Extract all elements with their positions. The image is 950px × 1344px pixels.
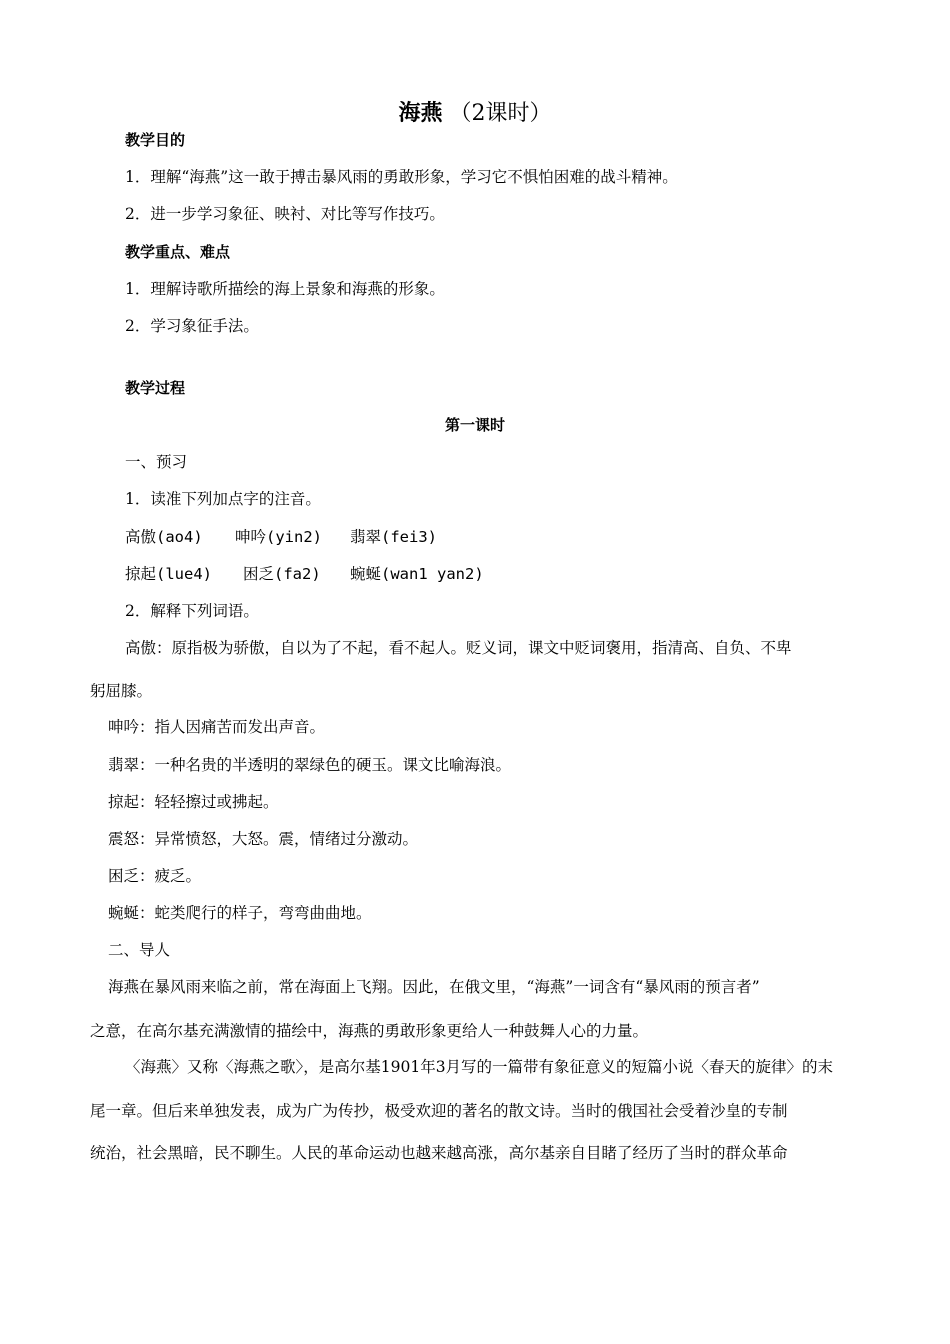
teaching-goals-heading: 教学目的 — [125, 131, 186, 149]
process-heading: 教学过程 — [125, 379, 186, 397]
key-points-heading: 教学重点、难点 — [125, 243, 231, 261]
intro-heading: 二、导人 — [108, 941, 171, 959]
preview-heading: 一、预习 — [125, 453, 188, 471]
definition-line: 困乏：疲乏。 — [108, 867, 202, 885]
title-main: 海燕 — [398, 101, 443, 126]
definition-line: 掠起：轻轻擦过或拂起。 — [108, 793, 279, 811]
title-sub: （2课时） — [449, 101, 552, 126]
intro-paragraph-line: 〈海燕〉又称〈海燕之歌〉，是高尔基1901年3月写的一篇带有象征意义的短篇小说〈春天的旋律〉的末 — [125, 1058, 834, 1076]
definition-line: 震怒：异常愤怒，大怒。震，情绪过分激动。 — [108, 830, 419, 848]
definition-line: 呻吟：指人因痛苦而发出声音。 — [108, 718, 326, 736]
pinyin-item: 困乏(fa2) — [243, 565, 321, 583]
pinyin-item: 呻吟(yin2) — [235, 528, 322, 546]
definition-line: 蜿蜒：蛇类爬行的样子，弯弯曲曲地。 — [108, 904, 372, 922]
pinyin-item: 掠起(lue4) — [125, 565, 212, 583]
document-title — [0, 99, 950, 129]
key-point-1: 1．理解诗歌所描绘的海上景象和海燕的形象。 — [125, 280, 445, 298]
goal-item-2: 2．进一步学习象征、映衬、对比等写作技巧。 — [125, 205, 445, 223]
definition-line: 躬屈膝。 — [90, 682, 153, 700]
definition-line: 高傲：原指极为骄傲，自以为了不起，看不起人。贬义词，课文中贬词褒用，指清高、自负、不卑 — [125, 639, 792, 657]
pinyin-item: 高傲(ao4) — [125, 528, 203, 546]
intro-paragraph-line: 之意，在高尔基充满激情的描绘中，海燕的勇敢形象更给人一种鼓舞人心的力量。 — [90, 1022, 649, 1040]
lesson-heading: 第一课时 — [444, 416, 505, 434]
key-point-2: 2．学习象征手法。 — [125, 317, 259, 335]
pinyin-item: 蜿蜒(wan1 yan2) — [350, 565, 484, 583]
preview-question-2: 2．解释下列词语。 — [125, 602, 259, 620]
goal-item-1: 1．理解“海燕”这一敢于搏击暴风雨的勇敢形象，学习它不惧怕困难的战斗精神。 — [125, 168, 678, 186]
preview-question-1: 1．读准下列加点字的注音。 — [125, 490, 321, 508]
definition-line: 翡翠：一种名贵的半透明的翠绿色的硬玉。课文比喻海浪。 — [108, 756, 512, 774]
pinyin-item: 翡翠(fei3) — [350, 528, 437, 546]
intro-paragraph-line: 尾一章。但后来单独发表，成为广为传抄，极受欢迎的著名的散文诗。当时的俄国社会受着沙皇的专制 — [90, 1102, 788, 1120]
intro-paragraph-line: 统治，社会黑暗，民不聊生。人民的革命运动也越来越高涨，高尔基亲自目睹了经历了当时的群众革命 — [90, 1144, 788, 1162]
intro-paragraph-line: 海燕在暴风雨来临之前，常在海面上飞翔。因此，在俄文里，“海燕”一词含有“暴风雨的预言者” — [108, 978, 760, 996]
